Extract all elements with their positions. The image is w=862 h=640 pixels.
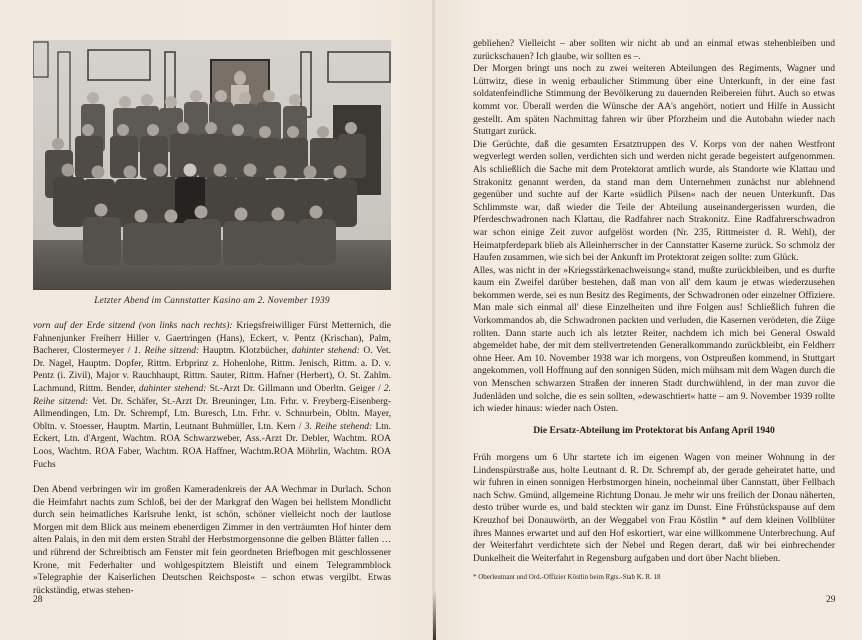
group-photo-image	[33, 40, 391, 290]
book-spine	[432, 0, 435, 640]
footnote: * Oberleutnant und Ord.-Offizier Köstlin beim Rgts.-Stab K. R. 18	[473, 573, 661, 581]
names-segment: Hauptm. Klotzbücher,	[202, 346, 292, 357]
names-segment: 1. Reihe sitzend:	[133, 346, 203, 357]
section-heading: Die Ersatz-Abteilung im Protektorat bis Anfang April 1940	[533, 425, 775, 436]
paragraph: Die Gerüchte, daß die gesamten Ersatztruppen des V. Korps von der nahen Westfront wegverlegt werden sollen, verdichten sich und werden nicht gerade begeistert aufgenommen. Als schließlich die Sache mit dem Protektorat amtlich wurde, als Standorte wie Klattau und Strakonitz genannt werden, da stand man dem Unternehmen zunächst nur ablehnend gegenüber und suchte auf der Karte »südlich Pilsen« nach der neuen Unterkunft. Das Schlimmste war, daß wieder die Teile der Abteilung auseinandergerissen wurden, die Pferdeschwadronen nach Klattau, die Radfahrer nach Strakonitz. Eine Radfahrerschwadron war schon einige Zeit zuvor aufgelöst worden (Nr. 235, Rittmeister d. R. Wehl), der Heimatpferdepark blieb als Alleinherrscher in der Cannstatter Kaserne zurück. So schmolz der Haufen zusammen, wie sich bei der Ankunft im Protektorat zeigen sollte: zum Glück.	[473, 139, 835, 264]
names-segment: St.-Arzt Dr. Gillmann und Oberltn. Geiger /	[209, 383, 384, 394]
names-segment: 2. Reihe sitzend:	[33, 383, 391, 407]
paragraph: Der Morgen bringt uns noch zu zwei weiteren Abteilungen des Regiments, Wagner und Lüttwitz, diese in wenig erbaulicher Stimmung über eine Unterkunft, in der eine fast soldatenfeindliche Stimmung der Bevölkerung zu dauernden Reibereien führt. Auch so etwas kommt vor. Überall werden die Wünsche der AA's angehört, notiert und Hilfe in Aussicht gestellt. Am späten Nachmittag fahren wir über Pforzheim und die Autobahn wieder nach Stuttgart zurück.	[473, 64, 835, 138]
names-segment: O. Vet. Dr. Nagel, Hauptm. Dopfer, Rittm. Erbprinz z. Hohenlohe, Rittm. Jenisch, Rittm. a. D. v. Pentz (i. Zivil), Major v. Rauchhaupt, Rittm. Sauter, Rittm. Hafner (Herbert), O. St. Zahlm. Lachmund, Rittm. Bender,	[33, 346, 391, 394]
paragraph: Den Abend verbringen wir im großen Kameradenkreis der AA Wechmar in Durlach. Schon die Heimfahrt nachts zum Schloß, bei der der Markgraf den Wagen bei hellstem Mondlicht durch sein heimatliches Karlsruhe lenkt, ist schön, schöner vielleicht noch der lautlose Morgen mit dem Blick aus meinem ebenerdigen Zimmer in den verträumten Hof hinter dem alten Palais, in den mit dem ersten Strahl der Herbstmorgensonne die gelben Blätter fallen … und rührend der Schreibtisch am Fenster mit fein geordneten Briefbogen mit geschlossener Krone, mit Federhalter und wohlgespitztem Bleistift und einem Telegrammblock »Telegraphie der Kaiserlichen Deutschen Reichspost« – schon etwas vergilbt. Etwas rückständig, etwas stehen-	[33, 485, 391, 596]
names-segment: Ltn. Eckert, Ltn. d'Argent, Wachtm. ROA Schwarzweber, Ass.-Arzt Dr. Debler, Wachtm. ROA Loos, Wachtm. ROA Faber, Wachtm. ROA Haffner, Wachtm.ROA Möhrlin, Wachtm. ROA Fuchs	[33, 421, 392, 470]
right-body-text-bottom	[473, 452, 835, 565]
page-number-left: 28	[33, 595, 43, 605]
names-segment: dahinter stehend:	[138, 383, 210, 394]
paragraph: Alles, was nicht in der »Kriegsstärkenachweisung« stand, mußte zurückbleiben, und es durfte kaum ein Zweifel darüber bestehen, daß man von all' dem kaum je etwas wiederzusehen bekommen werde, sei es nun Besitz des Regiments, der Schwadronen oder einzelner Offiziere. Man male sich einmal all' diese Einzelheiten und ihre Folgen aus! Schließlich fuhren die Vorkommandos ab, die Schwadronen packten und verluden, die Kasernen verödeten, die Züge rollten. Dann starte auch ich als letzter Reiter, nachdem ich mich bei General Oswald abgemeldet habe, der mit dem stellvertretenden Generalkommando zurückbleibt, ein Feldherr ohne Heer. Am 10. November 1938 war ich morgens, von Ostpreußen kommend, in Stuttgart angekommen, voll Hoffnung auf den sonnigen Süden, mich mühsam mit dem Wagen durch die von Menschen schwarzen Straßen der inneren Stadt durchwühlend, in der man zuvor die Judenläden und solche, die es sein sollten, »dewaschtiert« hatte – am 9. November 1939 rollte ich wieder hinaus: wieder nach Osten.	[473, 265, 835, 415]
names-segment: Vet. Dr. Schäfer, St.-Arzt Dr. Breuninger, Ltn. Frhr. v. Freyberg-Eisenberg-Allmendingen, Ltn. Dr. Schrempf, Ltn. Buresch, Ltn. Frhr. v. Schnurbein, Obltn. Mayer, Obltn. v. Stoesser, Hauptm. Martin, Leutnant Buhmüller, Ltn. Kern /	[33, 396, 391, 432]
group-photograph	[33, 40, 391, 290]
paragraph: Früh morgens um 6 Uhr startete ich im eigenen Wagen von meiner Wohnung in der Lindenspürstraße aus, holte Leutnant d. R. Dr. Schrempf ab, der gerade geheiratet hatte, und wir fuhren in einen sonnigen Herbstmorgen hinein, nocheinmal über Cannstatt, über Fellbach nach Schw. Gmünd, allgemeine Richtung Donau. Je mehr wir uns freilich der Donau näherten, desto trüber wurde es, und bald steckten wir ganz im Dunst. Eine Frühstückspause auf dem Kreuzhof bei Donauwörth, an der Weggabel von Frau Köstlin * auf dem kleinen Vollblüter ihres Mannes erwartet und auf den Hof eskortiert, war eine willkommene Unterbrechung. Auf der Weiterfahrt verdichtete sich der Nebel und Regen derart, daß wir bei einbrechender Dunkelheit die Weiterfahrt in Regensburg aufgaben und dort über Nacht blieben.	[473, 453, 835, 564]
left-body-text	[33, 484, 391, 597]
page-number-right: 29	[826, 595, 836, 605]
names-segment: Kriegsfreiwilliger Fürst Metternich, die Fahnenjunker Freiherr Hiller v. Gaertringen (Hans), Eckert, v. Pentz (Krischan), Palm, Bacherer, Clostermeyer /	[33, 321, 391, 357]
paragraph: gebliehen? Vielleicht – aber sollten wir nicht ab und an einmal etwas stehenbleiben und zurückschauen? Ich glaube, wir sollten es –.	[473, 39, 835, 62]
right-body-text-top	[473, 38, 835, 416]
names-segment: 3. Reihe stehend:	[304, 421, 376, 432]
spine-shadow	[433, 590, 436, 640]
names-paragraph	[33, 320, 391, 471]
names-segment: vorn auf der Erde sitzend (von links nach rechts):	[33, 321, 237, 331]
names-segment: dahinter stehend:	[291, 346, 364, 357]
photo-caption: Letzter Abend im Cannstatter Kasino am 2. November 1939	[94, 296, 330, 306]
